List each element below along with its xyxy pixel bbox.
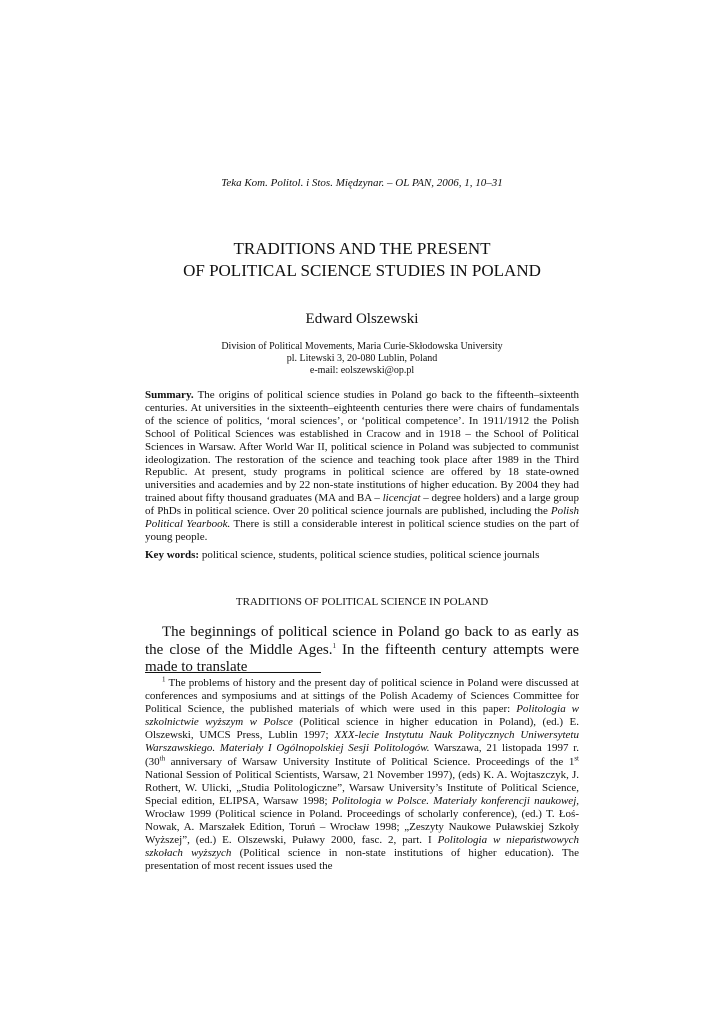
author-affiliation bbox=[0, 341, 724, 377]
footnote-number: 1 bbox=[162, 675, 166, 684]
abstract-italic-1: licencjat bbox=[382, 492, 421, 505]
keywords-text: political science, students, political science studies, political science journals bbox=[199, 549, 540, 561]
footnote-text-6: Wrocław 1999 (Political science in Poland. Proceedings of scholarly conference), (ed.) T. Łoś-Nowak, A. Marszałek Edition, Toruń – Wrocław 1998; „Zeszyty Naukowe Puławskiej Szkoły Wyższej”, (ed.) E. Olszewski, Puławy 2000, fasc. 2, part. I bbox=[145, 807, 579, 847]
title-line-2: OF POLITICAL SCIENCE STUDIES IN POLAND bbox=[183, 261, 541, 280]
author-name: Edward Olszewski bbox=[305, 311, 419, 327]
abstract-text-3: There is still a considerable interest in political science studies on the part of young people. bbox=[145, 518, 579, 543]
footnote-text-2: (Political science in higher education in Poland), (ed.) E. Olszewski, UMCS Press, Lublin 1997; bbox=[145, 716, 579, 742]
abstract-text-2: – degree holders) and a large group of PhDs in political science. Over 20 political science journals are published, including the bbox=[145, 492, 579, 518]
keywords-label: Key words: bbox=[145, 549, 200, 561]
footnote-sup-th: th bbox=[159, 753, 166, 762]
footnote-text-4: anniversary of Warsaw University Institute of Political Science. Proceedings of the 1 bbox=[165, 755, 575, 768]
footnote-text-1: The problems of history and the present day of political science in Poland were discussed at conferences and symposiums and at sittings of the Polish Academy of Sciences Committee for Political Science, the published materials of which were used in this paper: bbox=[145, 677, 579, 716]
body-paragraph bbox=[145, 624, 579, 677]
body-text-2: In the fifteenth century attempts were made to translate bbox=[145, 641, 580, 675]
footnote-italic-1: Politologia w szkolnictwie wyższym w Polsce bbox=[145, 703, 579, 729]
body-text-1: The beginnings of political science in Poland go back to as early as the close of the Middle Ages. bbox=[145, 624, 579, 658]
footnote bbox=[145, 677, 579, 873]
section-heading: TRADITIONS OF POLITICAL SCIENCE IN POLAND bbox=[235, 596, 489, 608]
title-line-1: TRADITIONS AND THE PRESENT bbox=[233, 239, 491, 258]
footnote-divider bbox=[145, 672, 321, 673]
abstract bbox=[145, 389, 579, 544]
footnote-italic-3: Politologia w Polsce. Materiały konferencji naukowej, bbox=[331, 794, 579, 807]
keywords bbox=[145, 549, 579, 562]
author-email: e-mail: eolszewski@op.pl bbox=[309, 365, 415, 376]
article-title bbox=[0, 238, 724, 282]
footnote-text-3: Warszawa, 21 listopada 1997 r. (30 bbox=[145, 742, 579, 768]
abstract-text-1: The origins of political science studies in Poland go back to the fifteenth–sixteenth centuries. At universities in the sixteenth–eighteenth centuries there were chairs of fundamentals of the science of politics, ‘moral sciences’, or ‘political competence’. In 1911/1912 the Polish School of Political Sciences was established in Cracow and in 1918 – the School of Political Sciences in Warsaw. After World War II, political science in Poland was subjected to communist ideologization. The restoration of the science and teaching took place after 1989 in the Third Republic. At present, study programs in political science are offered by 18 state-owned universities and academies and by 22 non-state institutions of higher education. By 2004 they had trained about fifty thousand graduates (MA and BA – bbox=[145, 389, 579, 505]
affiliation-line-2: pl. Litewski 3, 20-080 Lublin, Poland bbox=[286, 353, 438, 364]
footnote-italic-2: XXX-lecie Instytutu Nauk Politycznych Uniwersytetu Warszawskiego. Materiały I Ogólnopolskiej Sesji Politologów. bbox=[145, 729, 579, 755]
affiliation-line-1: Division of Political Movements, Maria Curie-Skłodowska University bbox=[221, 341, 503, 352]
footnote-reference[interactable]: 1 bbox=[332, 641, 336, 650]
abstract-label: Summary. bbox=[145, 389, 194, 401]
journal-header: Teka Kom. Politol. i Stos. Międzynar. – OL PAN, 2006, 1, 10–31 bbox=[221, 177, 503, 189]
footnote-italic-4: Politologia w niepaństwowych szkołach wyższych bbox=[145, 834, 579, 860]
footnote-text-7: (Political science in non-state institutions of higher education). The presentation of most recent issues used the bbox=[145, 847, 579, 873]
footnote-sup-st: st bbox=[574, 753, 579, 762]
footnote-text-5: National Session of Political Scientists, Warsaw, 21 November 1997), (eds) K. A. Wojtaszczyk, J. Rothert, W. Ulicki, „Studia Politologiczne”, Warsaw University’s Institute of Political Science, Special edition, ELIPSA, Warsaw 1998; bbox=[145, 768, 579, 807]
abstract-italic-2: Polish Political Yearbook. bbox=[145, 505, 579, 531]
